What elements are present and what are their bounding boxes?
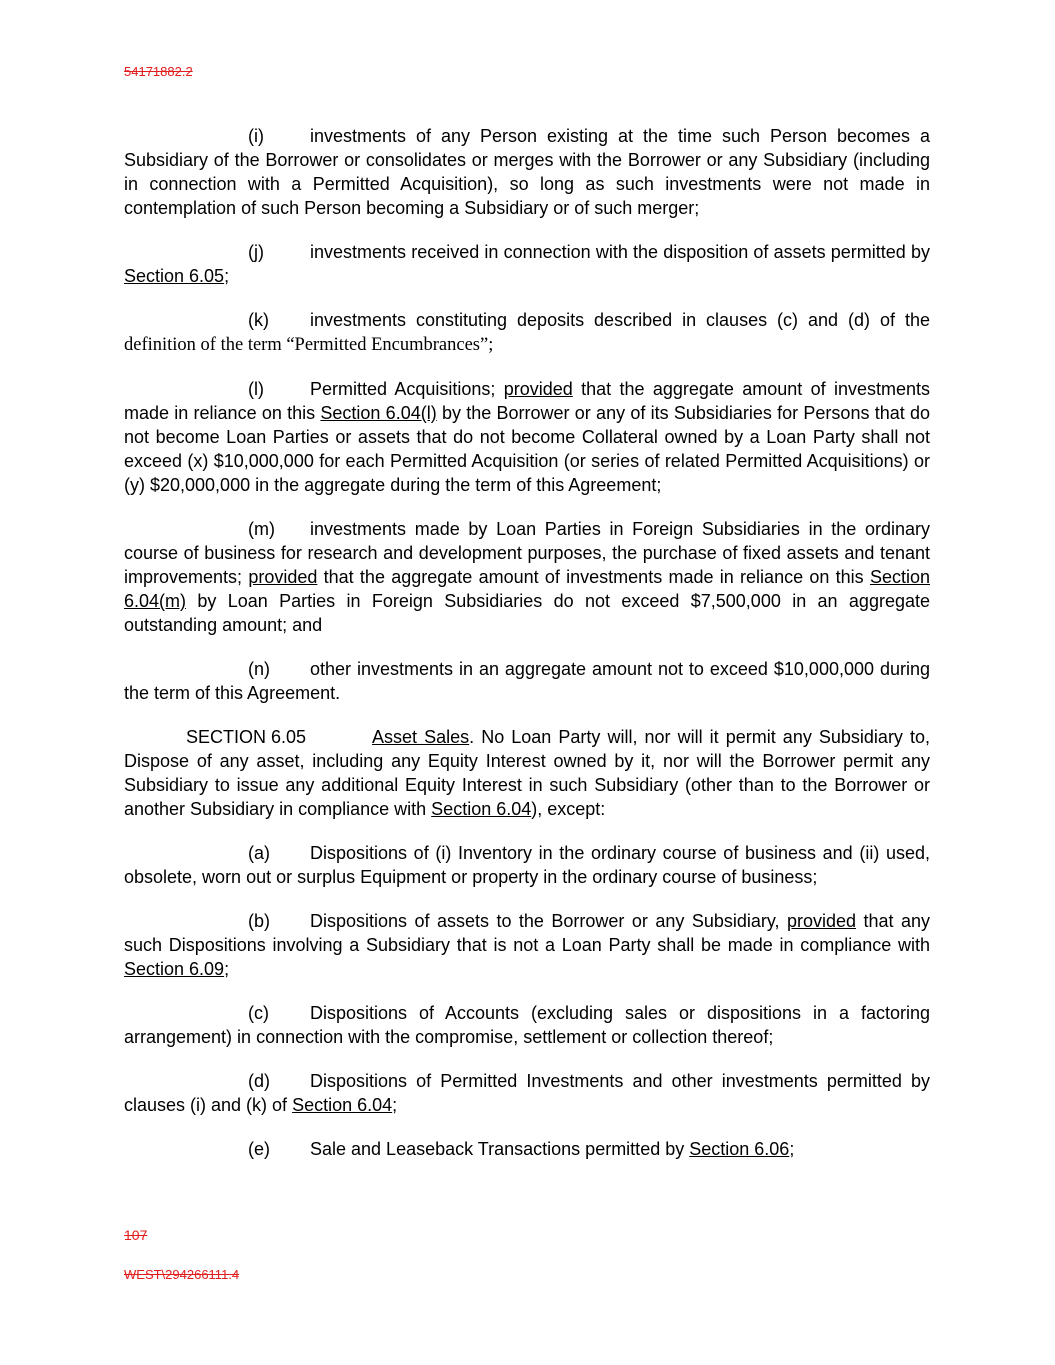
clause-text: that the aggregate amount of investments made in reliance on this xyxy=(317,567,870,587)
section-reference-link[interactable]: Section 6.06 xyxy=(689,1139,790,1159)
clause-n xyxy=(124,657,930,705)
clause-i xyxy=(124,124,930,220)
clause-text-end: ; xyxy=(224,959,230,979)
clause-label: (j) xyxy=(248,242,264,262)
clause-text-end: ; xyxy=(224,266,230,286)
clause-label: (n) xyxy=(248,659,270,679)
section-reference-link[interactable]: Section 6.04 xyxy=(431,799,532,819)
footer-page-number: 107 xyxy=(124,1227,148,1243)
clause-text: other investments in an aggregate amount not to exceed $10,000,000 during the term of this Agreement. xyxy=(124,659,930,703)
clause-text: Dispositions of Accounts (excluding sales or dispositions in a factoring arrangement) in connection with the compromise, settlement or collection thereof; xyxy=(124,1003,930,1047)
sub-clause-d xyxy=(124,1069,930,1117)
section-6-05 xyxy=(124,725,930,821)
footer-document-id: WEST\294266111.4 xyxy=(124,1267,240,1282)
clause-text: Sale and Leaseback Transactions permitted by xyxy=(310,1139,690,1159)
clause-text: Permitted Acquisitions; xyxy=(310,379,504,399)
section-text-end: ), except: xyxy=(531,799,606,819)
clause-text: by the Borrower or any of its Subsidiaries for Persons that do not become Loan Parties or assets that do not become Collateral owned by a Loan Party shall not exceed (x) $10,000,000 for each Permitted Acquisition (or series of related Permitted Acquisitions) or (y) $20,000,000 in the aggregate during the term of this Agreement; xyxy=(124,403,931,495)
sub-clause-e xyxy=(124,1137,930,1161)
clause-k xyxy=(124,308,930,357)
clause-m xyxy=(124,517,930,637)
clause-text: investments of any Person existing at the time such Person becomes a Subsidiary of the Borrower or consolidates or merges with the Borrower or any Subsidiary (including in connection with a Permitted Acquisition), so long as such investments were not made in contemplation of such Person becoming a Subsidiary or of such merger; xyxy=(124,126,930,218)
clause-label: (a) xyxy=(248,843,270,863)
clause-label: (b) xyxy=(248,911,270,931)
section-text: . No Loan Party will, nor will it permit any Subsidiary to, Dispose of any asset, including any Equity Interest owned by it, nor will the Borrower permit any Subsidiary to issue any additional Equity Interest in such Subsidiary (other than to the Borrower or another Subsidiary in compliance with xyxy=(124,727,931,819)
sub-clause-a xyxy=(124,841,930,889)
clause-text: that any such Dispositions involving a Subsidiary that is not a Loan Party shall be made in compliance with xyxy=(124,911,931,955)
clause-text: investments received in connection with the disposition of assets permitted by xyxy=(310,242,930,262)
clause-text-end: ; xyxy=(789,1139,795,1159)
clause-label: (l) xyxy=(248,379,264,399)
section-reference-link[interactable]: Section 6.09 xyxy=(124,959,225,979)
section-reference-link[interactable]: Section 6.05 xyxy=(124,266,225,286)
section-number: SECTION 6.05 xyxy=(186,727,307,747)
clause-text: by Loan Parties in Foreign Subsidiaries do not exceed $7,500,000 in an aggregate outstanding amount; and xyxy=(124,591,930,635)
clause-label: (e) xyxy=(248,1139,270,1159)
sub-clause-b xyxy=(124,909,930,981)
section-reference-link[interactable]: Section 6.04 xyxy=(292,1095,393,1115)
clause-label: (m) xyxy=(248,519,275,539)
clause-text: that the aggregate amount of investments made in reliance on this xyxy=(124,379,930,423)
clause-text: investments made by Loan Parties in Foreign Subsidiaries in the ordinary course of business for research and development purposes, the purchase of fixed assets and tenant improvements; xyxy=(124,519,930,587)
clause-label: (d) xyxy=(248,1071,270,1091)
header-document-id: 54171882.2 xyxy=(124,64,193,79)
section-reference-link[interactable]: Section 6.04(l) xyxy=(320,403,437,423)
clause-text-serif: definition of the term “Permitted Encumbrances”; xyxy=(124,335,494,355)
provided-term: provided xyxy=(787,911,857,931)
clause-text-end: ; xyxy=(392,1095,398,1115)
document-body xyxy=(124,124,930,1181)
provided-term: provided xyxy=(503,379,573,399)
section-reference-link[interactable]: Section 6.04(m) xyxy=(124,567,930,611)
clause-j xyxy=(124,240,930,288)
sub-clause-c xyxy=(124,1001,930,1049)
clause-l xyxy=(124,377,930,497)
clause-text: Dispositions of assets to the Borrower or any Subsidiary, xyxy=(310,911,787,931)
clause-label: (i) xyxy=(248,126,264,146)
clause-label: (c) xyxy=(248,1003,269,1023)
clause-text: Dispositions of Permitted Investments and other investments permitted by clauses (i) and (k) of xyxy=(124,1071,930,1115)
clause-text: Dispositions of (i) Inventory in the ordinary course of business and (ii) used, obsolete, worn out or surplus Equipment or property in the ordinary course of business; xyxy=(124,843,930,887)
provided-term: provided xyxy=(248,567,318,587)
clause-label: (k) xyxy=(248,310,269,330)
clause-text: investments constituting deposits described in clauses (c) and (d) of the xyxy=(310,310,930,330)
section-title: Asset Sales xyxy=(372,727,470,747)
